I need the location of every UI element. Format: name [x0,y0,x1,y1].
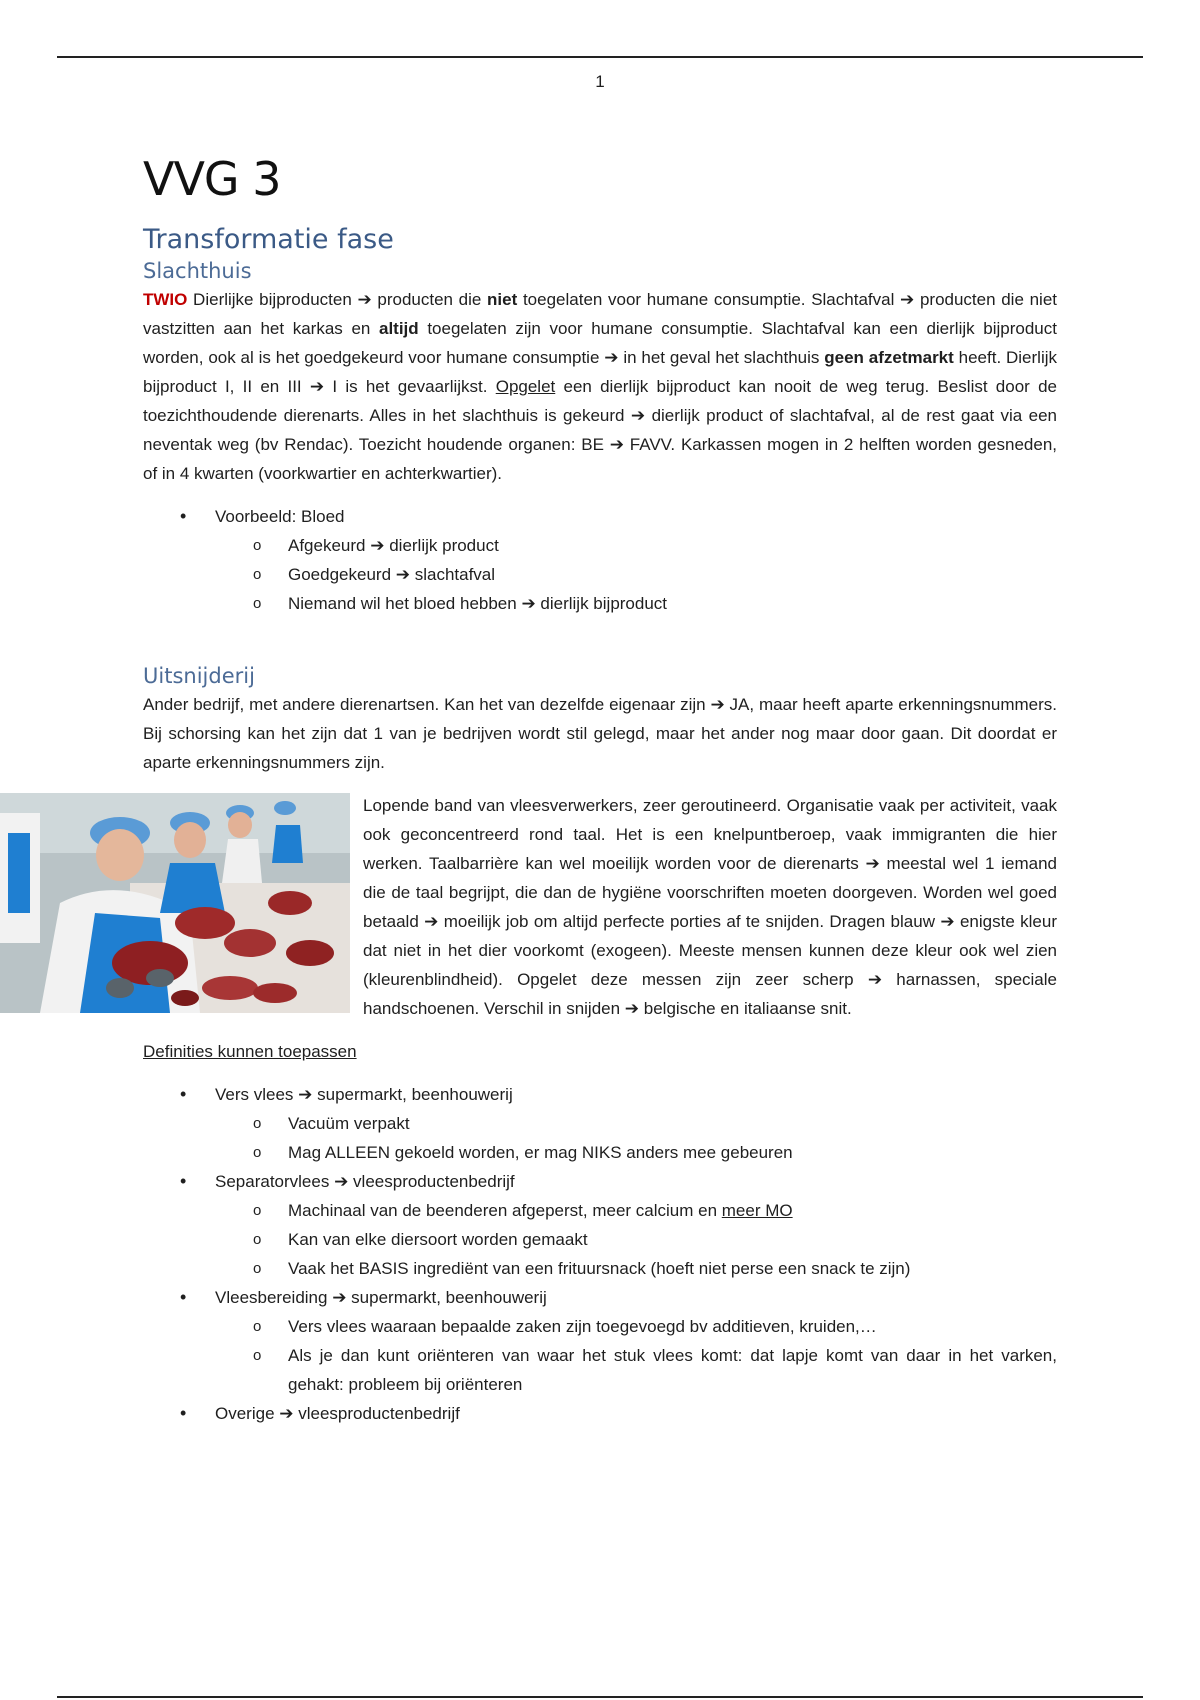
arrow-icon: ➔ [309,377,325,396]
arrow-icon: ➔ [900,290,915,309]
arrow-icon: ➔ [940,912,955,931]
arrow-icon: ➔ [332,1288,347,1307]
arrow-icon: ➔ [279,1404,294,1423]
paragraph-slachthuis: TWIO Dierlijke bijproducten ➔ producten die niet toegelaten voor humane consumptie. Slachtafval ➔ producten die niet vastzitten aan het karkas en altijd toegelaten zijn voor humane consumptie. Slachtafval kan een dierlijk bijproduct worden, ook al is het goedgekeurd voor humane consumptie ➔ in het geval het slachthuis geen afzetmarkt heeft. Dierlijk bijproduct I, II en III ➔ I is het gevaarlijkst. Opgelet een dierlijk bijproduct kan nooit de weg terug. Beslist door de toezichthoudende dierenarts. Alles in het slachthuis is gekeurd ➔ dierlijk product of slachtafval, al de rest gaat via een neventak weg (bv Rendac). Toezicht houdende organen: BE ➔ FAVV. Karkassen mogen in 2 helften worden gesneden, of in 4 kwarten (voorkwartier en achterkwartier). [143,290,1058,483]
list-item: o Als je dan kunt oriënteren van waar het stuk vlees komt: dat lapje komt van daar in het varken, gehakt: probleem bij oriënteren [143,1341,1057,1399]
header-rule [57,56,1143,58]
arrow-icon: ➔ [395,565,410,584]
document-body [143,140,1057,1428]
arrow-icon: ➔ [865,854,880,873]
photo-text-block [143,791,1057,1023]
list-item: o Mag ALLEEN gekoeld worden, er mag NIKS anders mee gebeuren [143,1138,1057,1167]
list-item: o Niemand wil het bloed hebben ➔ dierlijk bijproduct [143,589,1057,618]
arrow-icon: ➔ [867,970,883,989]
meat-processing-photo [0,793,350,1013]
list-item: o Goedgekeurd ➔ slachtafval [143,560,1057,589]
list-item: • Vleesbereiding ➔ supermarkt, beenhouwerij [143,1283,1057,1312]
page-number: 1 [595,72,605,91]
list-item: • Voorbeeld: Bloed [143,502,1057,531]
document-title: VVG 3 [143,152,281,206]
list-item: • Separatorvlees ➔ vleesproductenbedrijf [143,1167,1057,1196]
arrow-icon: ➔ [630,406,646,425]
list-item: o Vaak het BASIS ingrediënt van een frituursnack (hoeft niet perse een snack te zijn) [143,1254,1057,1283]
arrow-icon: ➔ [604,348,619,367]
arrow-icon: ➔ [624,999,640,1018]
list-item: • Overige ➔ vleesproductenbedrijf [143,1399,1057,1428]
arrow-icon: ➔ [370,536,385,555]
definitions-heading: Definities kunnen toepassen [143,1042,357,1061]
arrow-icon: ➔ [357,290,372,309]
list-item: o Kan van elke diersoort worden gemaakt [143,1225,1057,1254]
example-list [143,502,1057,618]
arrow-icon: ➔ [424,912,439,931]
list-item: o Machinaal van de beenderen afgeperst, meer calcium en meer MO [143,1196,1057,1225]
arrow-icon: ➔ [521,594,536,613]
paragraph-uitsnijderij-2: Lopende band van vleesverwerkers, zeer geroutineerd. Organisatie vaak per activiteit, vaak ook geconcentreerd rond taal. Het is een knelpuntberoep, vaak immigranten die hier werken. Taalbarrière kan wel moeilijk worden voor de dierenarts ➔ meestal wel 1 iemand die de taal begrijpt, die dan de hygiëne voorschriften moeten doorgeven. Worden wel goed betaald ➔ moeilijk job om altijd perfecte porties af te snijden. Dragen blauw ➔ enigste kleur dat niet in het dier voorkomt (exogeen). Meeste mensen kunnen deze kleur ook wel zien (kleurenblindheid). Opgelet deze messen zijn zeer scherp ➔ harnassen, speciale handschoenen. Verschil in snijden ➔ belgische en italiaanse snit. [363,796,1057,1018]
arrow-icon: ➔ [609,435,624,454]
footer-rule [57,1696,1143,1698]
arrow-icon: ➔ [710,695,725,714]
section-heading: Transformatie fase [143,224,394,255]
subheading-slachthuis: Slachthuis [143,259,252,283]
arrow-icon: ➔ [334,1172,349,1191]
subheading-uitsnijderij: Uitsnijderij [143,664,255,688]
arrow-icon: ➔ [298,1085,313,1104]
list-item: o Vacuüm verpakt [143,1109,1057,1138]
list-item: o Vers vlees waaraan bepaalde zaken zijn toegevoegd bv additieven, kruiden,… [143,1312,1057,1341]
definitions-list [143,1080,1057,1428]
list-item: o Afgekeurd ➔ dierlijk product [143,531,1057,560]
list-item: • Vers vlees ➔ supermarkt, beenhouwerij [143,1080,1057,1109]
paragraph-uitsnijderij-1: Ander bedrijf, met andere dierenartsen. Kan het van dezelfde eigenaar zijn ➔ JA, maar heeft aparte erkenningsnummers. Bij schorsing kan het zijn dat 1 van je bedrijven wordt stil gelegd, maar het ander nog maar door gaan. Dit doordat er aparte erkenningsnummers zijn. [143,695,1057,772]
